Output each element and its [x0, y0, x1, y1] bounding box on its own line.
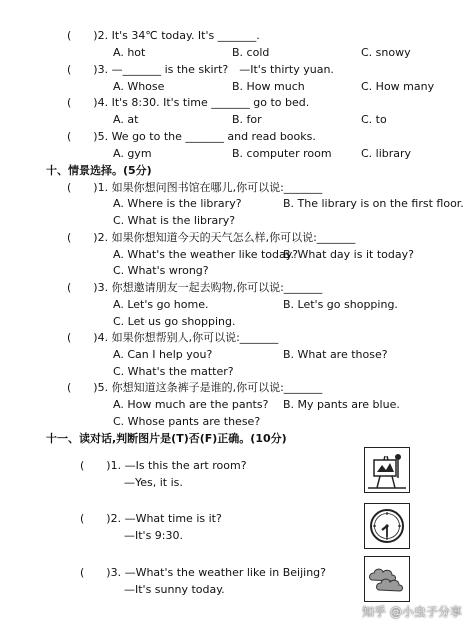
dialog-1-line-2: —Yes, it is. [124, 476, 183, 489]
option-a: A. What's the weather like today? [113, 248, 299, 261]
watermark: 知乎 @小虫子分享 [362, 605, 462, 619]
option-a: A. at [113, 113, 139, 126]
section-heading: 十、情景选择。(5分) [46, 164, 152, 177]
option-c: C. Whose pants are these? [113, 415, 261, 428]
cloudy-picture [364, 556, 410, 602]
dialog-2-line-1: ( )2. —What time is it? [80, 512, 222, 525]
option-c: C. library [361, 147, 412, 160]
cloud-icon [365, 557, 409, 601]
art-room-picture [364, 447, 410, 493]
option-b: B. The library is on the first floor. [283, 197, 464, 210]
option-b: B. computer room [232, 147, 332, 160]
option-a: A. Whose [113, 80, 165, 93]
section-heading: 十一、读对话,判断图片是(T)否(F)正确。(10分) [46, 432, 287, 445]
option-b: B. for [232, 113, 262, 126]
option-a: A. Can I help you? [113, 348, 213, 361]
question-3: ( )3. 你想邀请朋友一起去购物,你可以说:_______ [67, 281, 323, 294]
option-b: B. cold [232, 46, 270, 59]
option-b: B. My pants are blue. [283, 398, 400, 411]
question-5: ( )5. 你想知道这条裤子是谁的,你可以说:_______ [67, 381, 323, 394]
clock-icon [365, 504, 409, 548]
option-c: C. What's the matter? [113, 365, 234, 378]
option-c: C. How many [361, 80, 435, 93]
question-2: ( )2. 如果你想知道今天的天气怎么样,你可以说:_______ [67, 231, 356, 244]
option-b: B. What are those? [283, 348, 388, 361]
dialog-1-line-1: ( )1. —Is this the art room? [80, 459, 247, 472]
question-4: ( )4. 如果你想帮别人,你可以说:_______ [67, 331, 279, 344]
option-a: A. Let's go home. [113, 298, 209, 311]
art-easel-icon [365, 448, 409, 492]
dialog-3-line-1: ( )3. —What's the weather like in Beijing? [80, 566, 327, 579]
option-a: A. hot [113, 46, 146, 59]
option-a: A. Where is the library? [113, 197, 242, 210]
option-b: B. How much [232, 80, 305, 93]
question-4: ( )4. It's 8:30. It's time _______ go to bed. [67, 96, 310, 109]
question-5: ( )5. We go to the _______ and read books. [67, 130, 316, 143]
option-a: A. gym [113, 147, 152, 160]
option-c: C. What is the library? [113, 214, 236, 227]
dialog-3-line-2: —It's sunny today. [124, 583, 225, 596]
clock-picture [364, 503, 410, 549]
question-1: ( )1. 如果你想问图书馆在哪儿,你可以说:_______ [67, 181, 323, 194]
option-c: C. Let us go shopping. [113, 315, 236, 328]
option-a: A. How much are the pants? [113, 398, 269, 411]
question-3: ( )3. —_______ is the skirt? —It's thirty yuan. [67, 63, 334, 76]
option-c: C. to [361, 113, 387, 126]
option-b: B. Let's go shopping. [283, 298, 398, 311]
dialog-2-line-2: —It's 9:30. [124, 529, 184, 542]
option-b: B. What day is it today? [283, 248, 414, 261]
option-c: C. snowy [361, 46, 411, 59]
option-c: C. What's wrong? [113, 264, 209, 277]
question-2: ( )2. It's 34℃ today. It's _______. [67, 29, 260, 42]
